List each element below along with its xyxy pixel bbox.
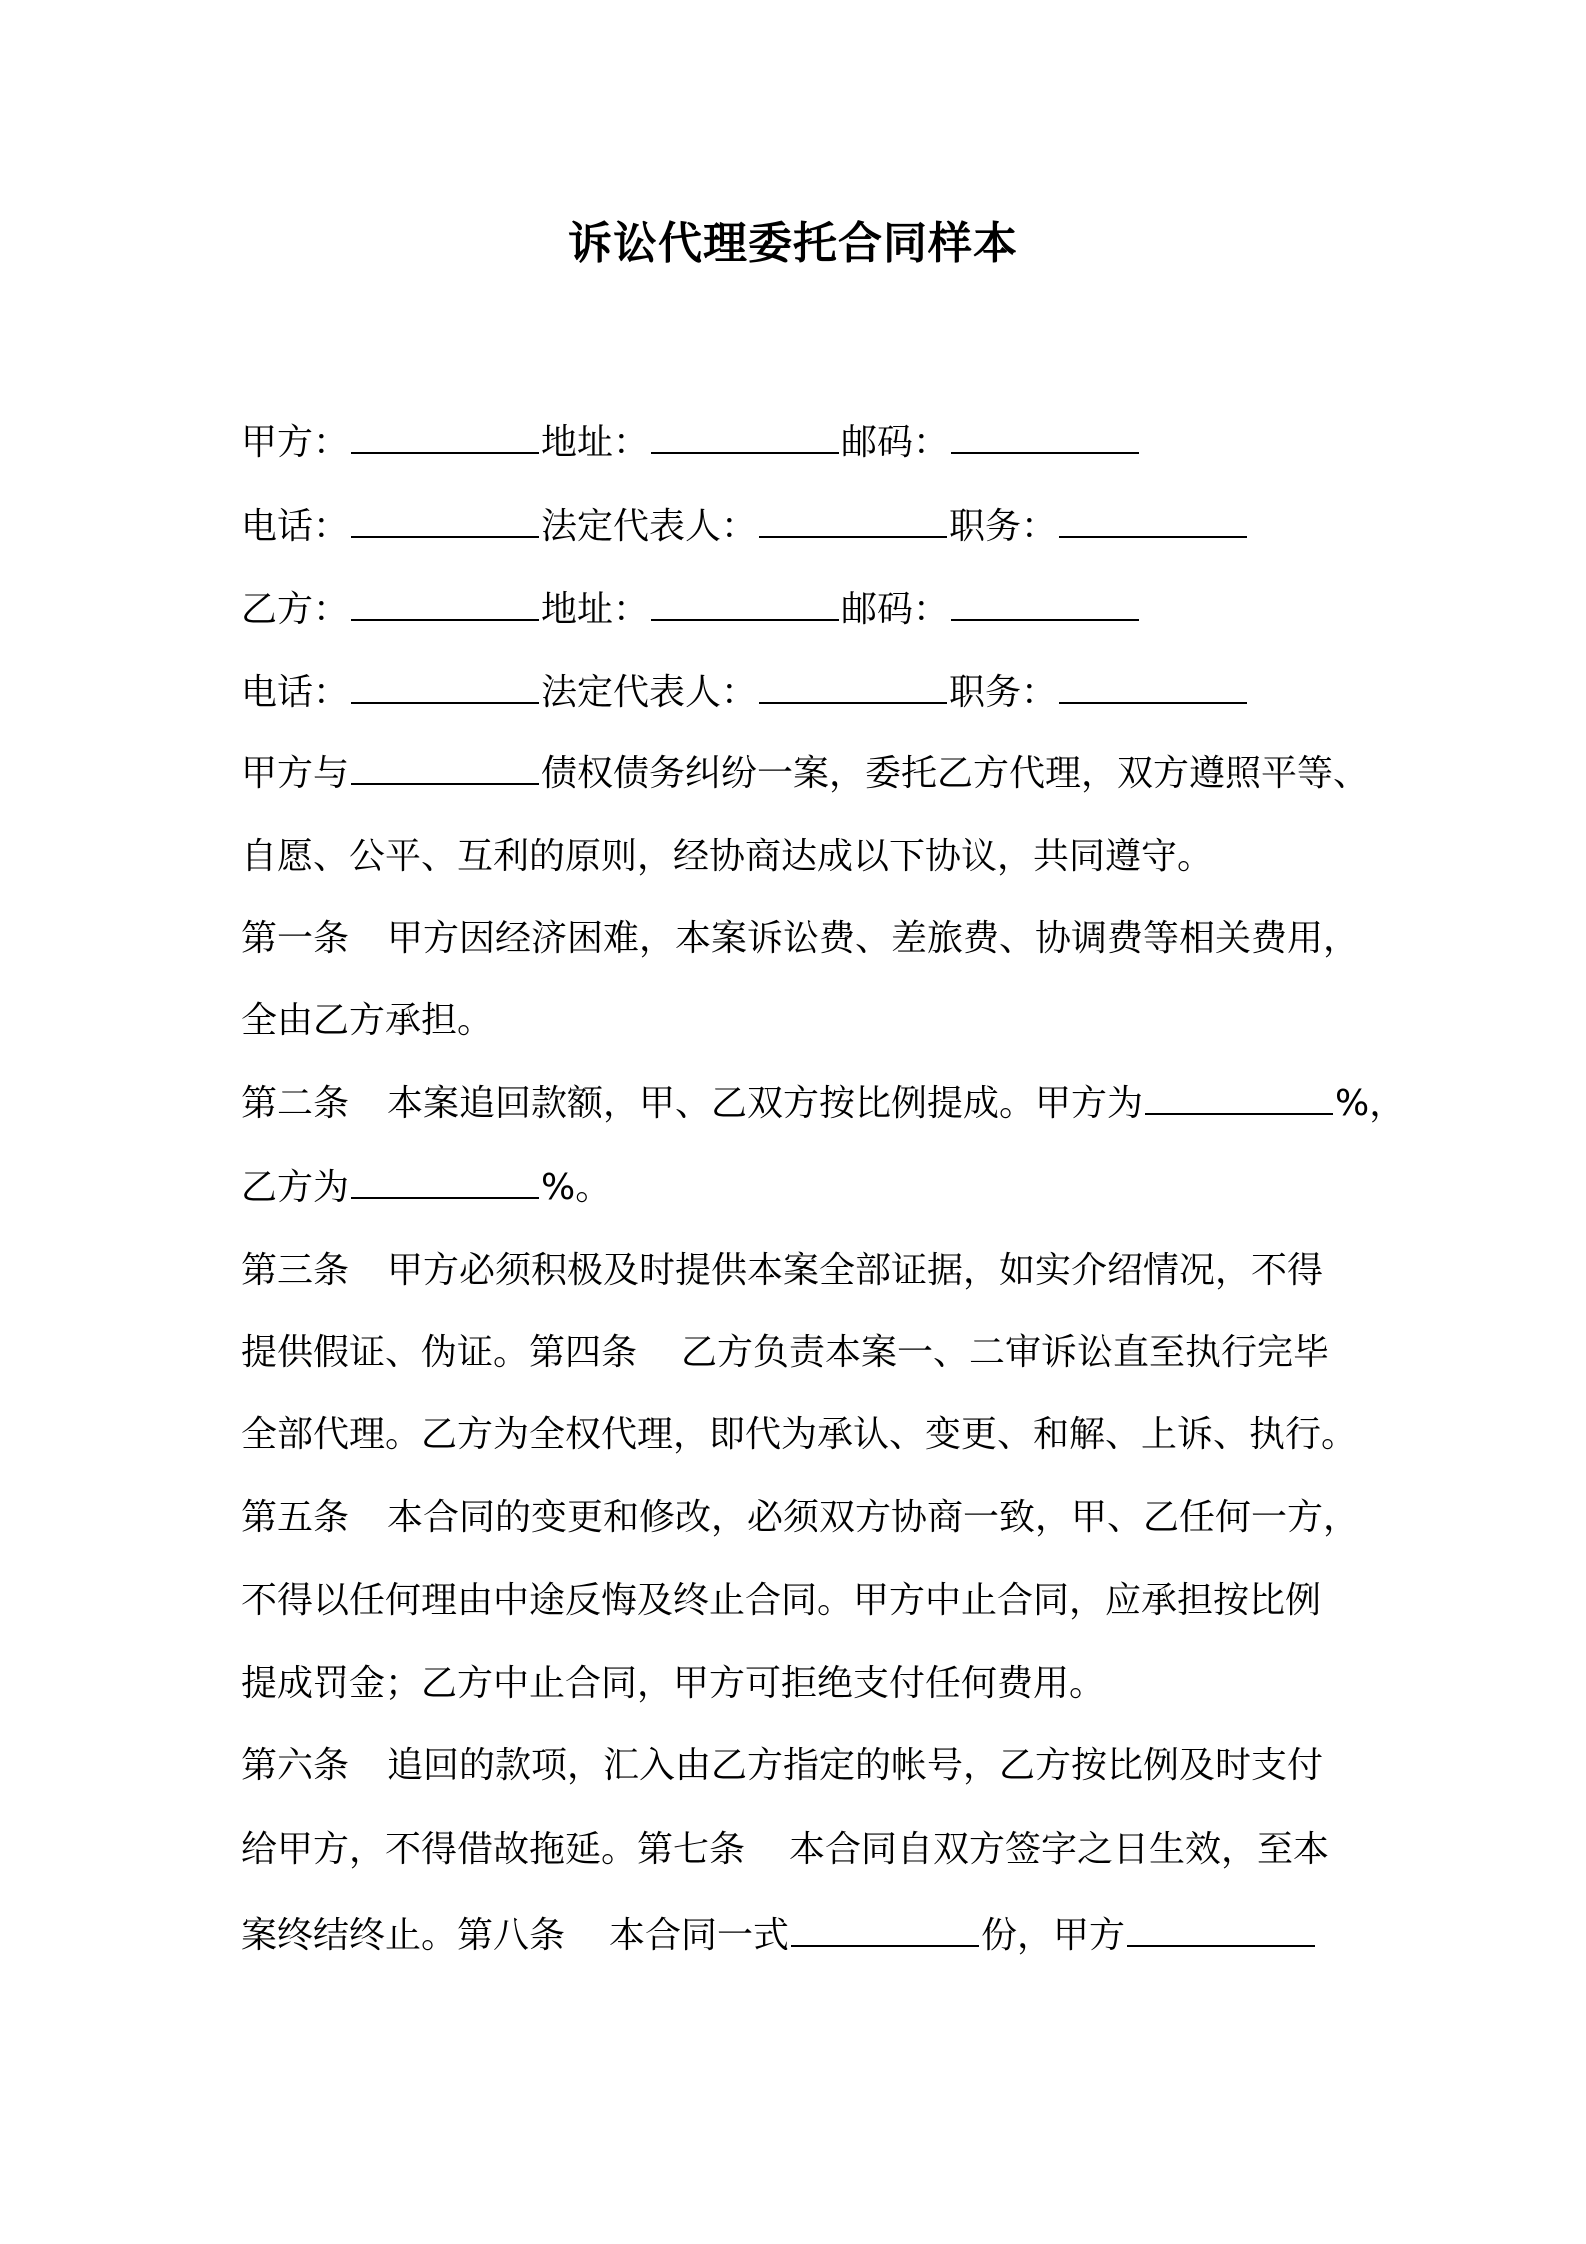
article-1-line-2: 全由乙方承担。	[241, 1000, 494, 1041]
party-a-postcode-blank	[951, 422, 1139, 454]
party-a-postcode-label: 邮码：	[841, 422, 950, 463]
party-a-contact-line	[241, 502, 1381, 552]
article-8-text: 本合同一式	[609, 1915, 790, 1956]
percent-suffix-a: %，	[1335, 1083, 1406, 1124]
party-a-address-blank	[651, 422, 839, 454]
article-1-line-1	[241, 914, 1381, 964]
party-a-copies-blank	[1127, 1915, 1315, 1947]
party-a-position-label: 职务：	[949, 506, 1058, 547]
article-1-text: 甲方因经济困难，本案诉讼费、差旅费、协调费等相关费用，	[387, 918, 1360, 959]
article-6-line-1	[241, 1741, 1381, 1791]
article-6-text-2: 给甲方，不得借故拖延。	[241, 1829, 638, 1870]
party-b-address-label: 地址：	[541, 589, 650, 630]
article-3-line-1	[241, 1246, 1381, 1296]
party-a-rep-label: 法定代表人：	[541, 506, 758, 547]
dispute-party-blank	[351, 753, 539, 785]
article-7-text-2: 案终结终止。	[241, 1915, 458, 1956]
party-a-blank	[351, 422, 539, 454]
party-a-label: 甲方：	[241, 422, 350, 463]
party-b-postcode-blank	[951, 589, 1139, 621]
article-5-text: 本合同的变更和修改，必须双方协商一致，甲、乙任何一方，	[387, 1497, 1360, 1538]
percent-suffix-b: %。	[541, 1167, 612, 1208]
party-b-label: 乙方：	[241, 589, 350, 630]
party-b-position-label: 职务：	[949, 672, 1058, 713]
party-b-info-line	[241, 585, 1381, 635]
party-b-blank	[351, 589, 539, 621]
article-2-text: 本案追回款额，甲、乙双方按比例提成。甲方为	[387, 1083, 1144, 1124]
article-7-label: 第七条	[637, 1829, 746, 1870]
intro-line1-text: 债权债务纠纷一案，委托乙方代理，双方遵照平等、	[541, 753, 1370, 794]
article-7-text: 本合同自双方签字之日生效，至本	[789, 1829, 1330, 1870]
article-8-label: 第八条	[457, 1915, 566, 1956]
document-title: 诉讼代理委托合同样本	[568, 218, 1018, 269]
intro-line-1	[241, 749, 1381, 799]
article-5-line-2: 不得以任何理由中途反悔及终止合同。甲方中止合同，应承担按比例	[241, 1580, 1322, 1621]
party-a-info-line	[241, 418, 1381, 468]
article-6-line-2	[241, 1825, 1381, 1875]
party-a-phone-blank	[351, 506, 539, 538]
party-b-phone-label: 电话：	[241, 672, 350, 713]
party-b-rep-label: 法定代表人：	[541, 672, 758, 713]
article-6-text: 追回的款项，汇入由乙方指定的帐号，乙方按比例及时支付	[387, 1745, 1324, 1786]
party-a-position-blank	[1059, 506, 1247, 538]
article-1-label: 第一条	[241, 918, 350, 959]
article-5-line-1	[241, 1493, 1381, 1543]
party-b-phone-blank	[351, 672, 539, 704]
party-b-rep-blank	[759, 672, 947, 704]
article-2-line-1	[241, 1079, 1406, 1129]
intro-prefix: 甲方与	[241, 753, 350, 794]
article-3-text: 甲方必须积极及时提供本案全部证据，如实介绍情况，不得	[387, 1250, 1324, 1291]
article-5-label: 第五条	[241, 1497, 350, 1538]
article-2-line-2	[241, 1163, 1381, 1213]
article-4-text: 乙方负责本案一、二审诉讼直至执行完毕	[681, 1332, 1330, 1373]
party-b-share-blank	[351, 1167, 539, 1199]
article-6-label: 第六条	[241, 1745, 350, 1786]
copies-count-blank	[791, 1915, 979, 1947]
party-b-share-prefix: 乙方为	[241, 1167, 350, 1208]
article-4-line-2: 全部代理。乙方为全权代理，即代为承认、变更、和解、上诉、执行。	[241, 1414, 1358, 1455]
party-a-share-blank	[1145, 1083, 1333, 1115]
article-7-line-2	[241, 1911, 1381, 1961]
party-b-contact-line	[241, 668, 1381, 718]
article-5-line-3: 提成罚金；乙方中止合同，甲方可拒绝支付任何费用。	[241, 1663, 1106, 1704]
party-b-postcode-label: 邮码：	[841, 589, 950, 630]
article-4-label: 第四条	[529, 1332, 638, 1373]
article-3-text-2: 提供假证、伪证。	[241, 1332, 530, 1373]
party-a-rep-blank	[759, 506, 947, 538]
article-3-label: 第三条	[241, 1250, 350, 1291]
party-a-address-label: 地址：	[541, 422, 650, 463]
intro-line-2: 自愿、公平、互利的原则，经协商达成以下协议，共同遵守。	[241, 836, 1214, 877]
article-3-line-2	[241, 1328, 1381, 1378]
article-2-label: 第二条	[241, 1083, 350, 1124]
party-b-address-blank	[651, 589, 839, 621]
article-8-copies-text: 份，甲方	[981, 1915, 1126, 1956]
party-a-phone-label: 电话：	[241, 506, 350, 547]
party-b-position-blank	[1059, 672, 1247, 704]
